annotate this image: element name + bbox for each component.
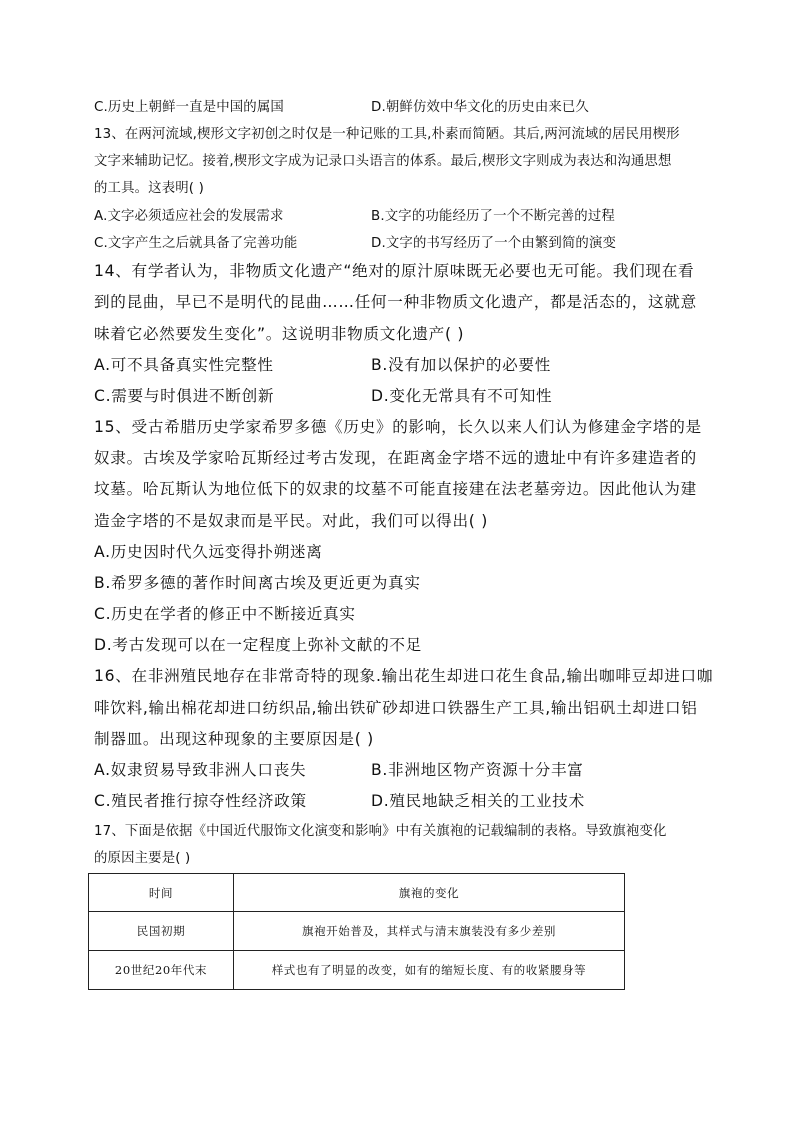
q15-option-b: B.希罗多德的著作时间离古埃及更近更为真实 bbox=[94, 574, 421, 592]
q16-option-b: B.非洲地区物产资源十分丰富 bbox=[371, 761, 584, 779]
q14-stem-line-3: 味着它必然要发生变化”。这说明非物质文化遗产( ) bbox=[94, 325, 465, 343]
table-header-row bbox=[89, 874, 625, 912]
q16-option-d: D.殖民地缺乏相关的工业技术 bbox=[371, 792, 585, 810]
q16-option-c: C.殖民者推行掠夺性经济政策 bbox=[94, 792, 307, 810]
table-row bbox=[89, 951, 625, 990]
q14-option-a: A.可不具备真实性完整性 bbox=[94, 356, 274, 374]
qipao-change-table bbox=[88, 873, 625, 990]
q16-option-a: A.奴隶贸易导致非洲人口丧失 bbox=[94, 761, 307, 779]
q13-stem-line-3: 的工具。这表明( ) bbox=[94, 181, 204, 196]
table-cell-period: 20世纪20年代末 bbox=[89, 951, 234, 990]
q15-option-a: A.历史因时代久远变得扑朔迷离 bbox=[94, 543, 323, 561]
table-cell-period: 民国初期 bbox=[89, 912, 234, 951]
q16-stem-line-1: 16、在非洲殖民地存在非常奇特的现象.输出花生却进口花生食品,输出咖啡豆却进口咖 bbox=[94, 667, 714, 685]
q15-stem-line-1: 15、受古希腊历史学家希罗多德《历史》的影响，长久以来人们认为修建金字塔的是 bbox=[94, 418, 702, 436]
q12-option-d: D.朝鲜仿效中华文化的历史由来已久 bbox=[371, 100, 589, 115]
q13-stem-line-1: 13、在两河流域,楔形文字初创之时仅是一种记账的工具,朴素而简陋。其后,两河流域的居民用楔形 bbox=[94, 127, 680, 142]
q15-stem-line-3: 坟墓。哈瓦斯认为地位低下的奴隶的坟墓不可能直接建在法老墓旁边。因此他认为建 bbox=[94, 480, 697, 498]
table-cell-change: 旗袍开始普及，其样式与清末旗装没有多少差别 bbox=[234, 912, 625, 951]
q14-option-c: C.需要与时俱进不断创新 bbox=[94, 387, 275, 405]
q13-stem-line-2: 文字来辅助记忆。接着,楔形文字成为记录口头语言的体系。最后,楔形文字则成为表达和沟通思想 bbox=[94, 154, 672, 169]
q17-stem-line-2: 的原因主要是( ) bbox=[94, 851, 191, 866]
q12-option-c: C.历史上朝鲜一直是中国的属国 bbox=[94, 100, 284, 115]
q16-stem-line-2: 啡饮料,输出棉花却进口纺织品,输出铁矿砂却进口铁器生产工具,输出铝矾土却进口铝 bbox=[94, 699, 698, 717]
q14-stem-line-1: 14、有学者认为，非物质文化遗产“绝对的原汁原味既无必要也无可能。我们现在看 bbox=[94, 262, 695, 280]
q14-option-d: D.变化无常具有不可知性 bbox=[371, 387, 553, 405]
q15-option-c: C.历史在学者的修正中不断接近真实 bbox=[94, 605, 356, 623]
q15-option-d: D.考古发现可以在一定程度上弥补文献的不足 bbox=[94, 636, 422, 654]
table-header-change: 旗袍的变化 bbox=[234, 874, 625, 912]
q13-option-b: B.文字的功能经历了一个不断完善的过程 bbox=[371, 209, 615, 224]
q13-option-a: A.文字必须适应社会的发展需求 bbox=[94, 209, 284, 224]
q14-option-b: B.没有加以保护的必要性 bbox=[371, 356, 551, 374]
q13-option-c: C.文字产生之后就具备了完善功能 bbox=[94, 236, 298, 251]
table-cell-change: 样式也有了明显的改变，如有的缩短长度、有的收紧腰身等 bbox=[234, 951, 625, 990]
q13-option-d: D.文字的书写经历了一个由繁到简的演变 bbox=[371, 236, 617, 251]
table-row bbox=[89, 912, 625, 951]
q15-stem-line-2: 奴隶。古埃及学家哈瓦斯经过考古发现，在距离金字塔不远的遗址中有许多建造者的 bbox=[94, 449, 697, 467]
table-header-time: 时间 bbox=[89, 874, 234, 912]
q16-stem-line-3: 制器皿。出现这种现象的主要原因是( ) bbox=[94, 730, 374, 748]
q15-stem-line-4: 造金字塔的不是奴隶而是平民。对此，我们可以得出( ) bbox=[94, 512, 488, 530]
q14-stem-line-2: 到的昆曲，早已不是明代的昆曲……任何一种非物质文化遗产，都是活态的，这就意 bbox=[94, 293, 697, 311]
q17-stem-line-1: 17、下面是依据《中国近代服饰文化演变和影响》中有关旗袍的记载编制的表格。导致旗袍变化 bbox=[94, 824, 667, 839]
